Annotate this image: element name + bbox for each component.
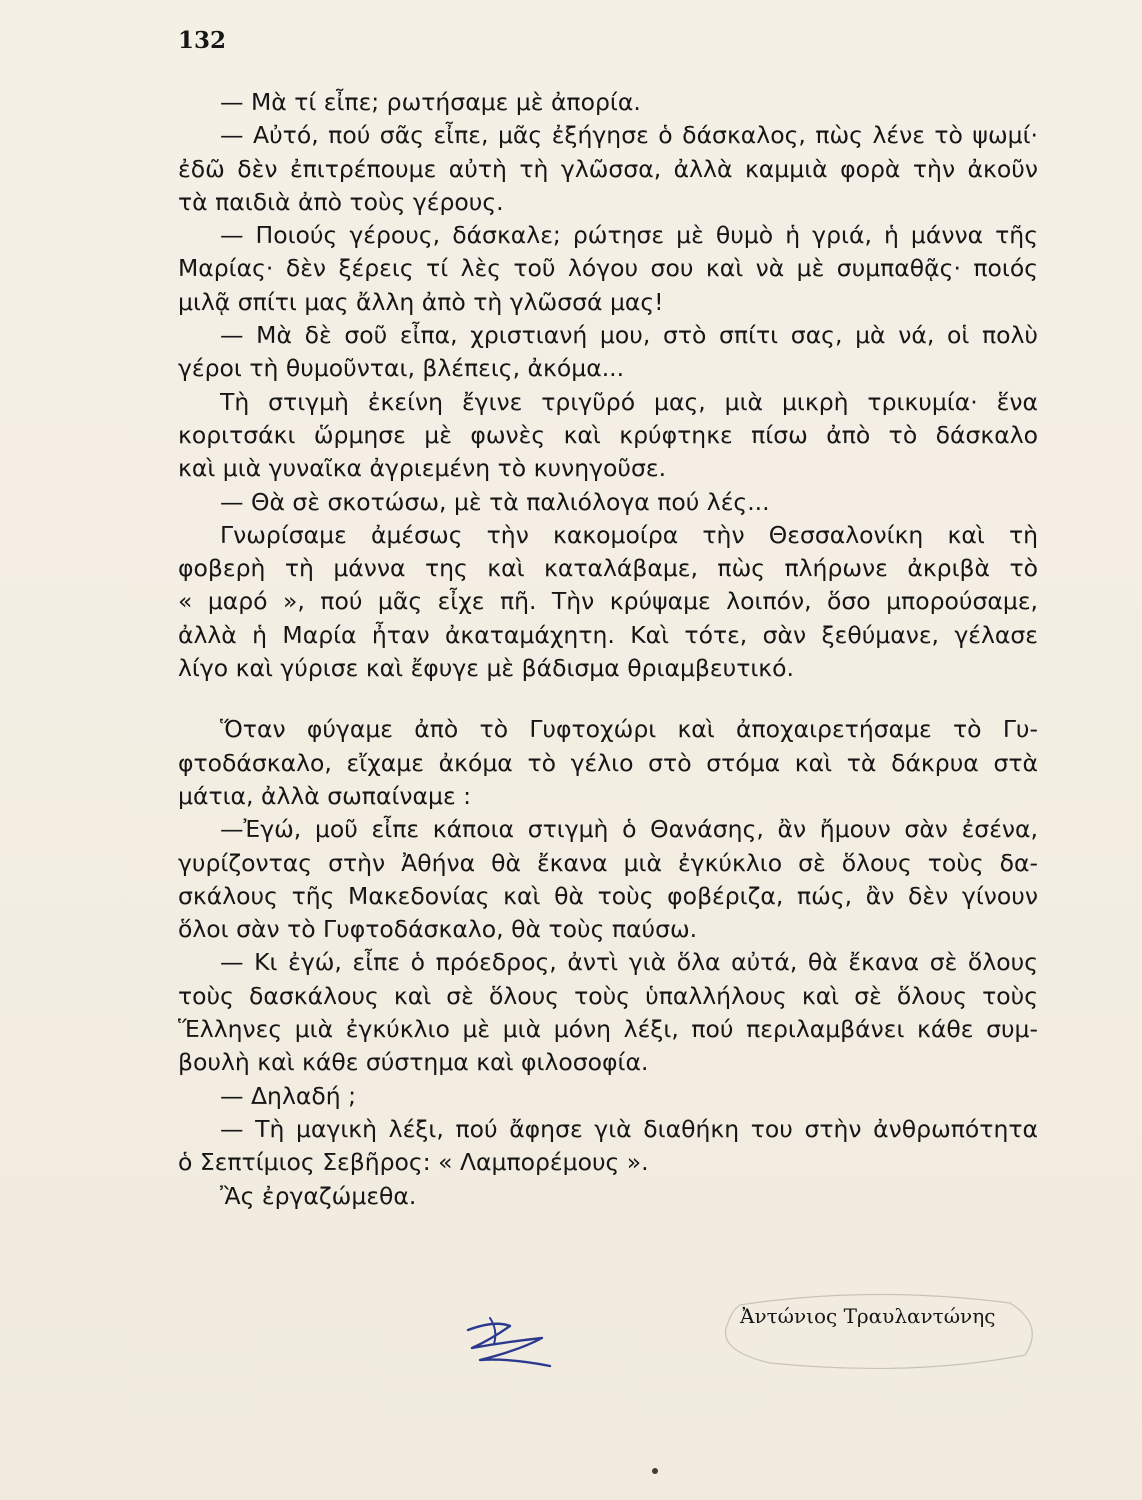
text-line: — Ποιούς γέρους, δάσκαλε; ρώτησε μὲ θυμὸ ἡ γριά, ἡ μάννα τῆς [220, 221, 1038, 250]
text-line: τοὺς δασκάλους καὶ σὲ ὅλους τοὺς ὑπαλλήλους καὶ σὲ ὅλους τοὺς [178, 981, 1038, 1010]
text-line: μιλᾷ σπίτι μας ἄλλη ἀπὸ τὴ γλῶσσά μας! [178, 287, 664, 316]
text-line: Γνωρίσαμε ἀμέσως τὴν κακομοίρα τὴν Θεσσαλονίκη καὶ τὴ [220, 520, 1038, 549]
text-line: γέροι τὴ θυμοῦνται, βλέπεις, ἀκόμα... [178, 354, 625, 383]
text-line: φοβερὴ τὴ μάννα της καὶ καταλάβαμε, πὼς πλήρωνε ἀκριβὰ τὸ [178, 554, 1038, 583]
text-line: — Μὰ δὲ σοῦ εἶπα, χριστιανή μου, στὸ σπίτι σας, μὰ νά, οἱ πολὺ [220, 321, 1038, 350]
text-line: κοριτσάκι ὥρμησε μὲ φωνὲς καὶ κρύφτηκε πίσω ἀπὸ τὸ δάσκαλο [178, 420, 1038, 449]
text-line: βουλὴ καὶ κάθε σύστημα καὶ φιλοσοφία. [178, 1048, 649, 1077]
text-line: μάτια, ἀλλὰ σωπαίναμε : [178, 781, 472, 810]
handwritten-signature-icon [450, 1310, 570, 1380]
text-line: Ὅταν φύγαμε ἀπὸ τὸ Γυφτοχώρι καὶ ἀποχαιρετήσαμε τὸ Γυ- [220, 715, 1038, 744]
text-line: « μαρό », πού μᾶς εἶχε πῆ. Τὴν κρύψαμε λοιπόν, ὅσο μπορούσαμε, [178, 587, 1038, 616]
text-line: ὅλοι σὰν τὸ Γυφτοδάσκαλο, θὰ τοὺς παύσω. [178, 915, 698, 944]
text-line: ἐδῶ δὲν ἐπιτρέπουμε αὐτὴ τὴ γλῶσσα, ἀλλὰ καμμιὰ φορὰ τὴν ἀκοῦν [178, 154, 1038, 183]
text-line: — Μὰ τί εἶπε; ρωτήσαμε μὲ ἀπορία. [220, 88, 641, 116]
text-line: καὶ μιὰ γυναῖκα ἀγριεμένη τὸ κυνηγοῦσε. [178, 454, 667, 483]
text-line: — Δηλαδή ; [220, 1081, 356, 1110]
text-line: φτοδάσκαλο, εἴχαμε ἀκόμα τὸ γέλιο στὸ στόμα καὶ τὰ δάκρυα στὰ [178, 748, 1038, 777]
text-line: γυρίζοντας στὴν Ἀθήνα θὰ ἔκανα μιὰ ἐγκύκλιο σὲ ὅλους τοὺς δα- [178, 848, 1038, 877]
text-line: Ἕλληνες μιὰ ἐγκύκλιο μὲ μιὰ μόνη λέξι, πού περιλαμβάνει κάθε συμ- [178, 1015, 1038, 1044]
body-text [178, 86, 1038, 1213]
ink-dot [652, 1468, 658, 1474]
signature-oval [710, 1285, 1040, 1375]
text-line: — Κι ἐγώ, εἶπε ὁ πρόεδρος, ἀντὶ γιὰ ὅλα αὐτά, θὰ ἔκανα σὲ ὅλους [220, 948, 1038, 977]
text-line: τὰ παιδιὰ ἀπὸ τοὺς γέρους. [178, 187, 504, 216]
page-number: 132 [178, 27, 227, 54]
text-line: ὁ Σεπτίμιος Σεβῆρος: « Λαμπορέμους ». [178, 1148, 649, 1177]
text-line: λίγο καὶ γύρισε καὶ ἔφυγε μὲ βάδισμα θριαμβευτικό. [178, 654, 794, 683]
text-line: Μαρίας· δὲν ξέρεις τί λὲς τοῦ λόγου σου καὶ νὰ μὲ συμπαθᾷς· ποιός [178, 254, 1038, 283]
text-line: Τὴ στιγμὴ ἐκείνη ἔγινε τριγῦρό μας, μιὰ μικρὴ τρικυμία· ἕνα [220, 387, 1038, 416]
text-line: Ἂς ἐργαζώμεθα. [220, 1181, 417, 1210]
text-line: — Τὴ μαγικὴ λέξι, πού ἄφησε γιὰ διαθήκη του στὴν ἀνθρωπότητα [220, 1114, 1038, 1143]
text-line: σκάλους τῆς Μακεδονίας καὶ θὰ τοὺς φοβέριζα, πώς, ἂν δὲν γίνουν [178, 881, 1038, 910]
section-gap [178, 685, 1038, 713]
text-line: — Θὰ σὲ σκοτώσω, μὲ τὰ παλιόλογα πού λές... [220, 487, 770, 516]
text-line: ἀλλὰ ἡ Μαρία ἦταν ἀκαταμάχητη. Καὶ τότε, σὰν ξεθύμανε, γέλασε [178, 620, 1038, 649]
text-line: — Αὐτό, πού σᾶς εἶπε, μᾶς ἐξήγησε ὁ δάσκαλος, πὼς λένε τὸ ψωμί· [220, 121, 1038, 150]
author-signature: Ἀντώνιος Τραυλαντώνης [740, 1304, 996, 1328]
text-line: —Ἐγώ, μοῦ εἶπε κάποια στιγμὴ ὁ Θανάσης, ἂν ἤμουν σὰν ἐσένα, [220, 815, 1038, 844]
